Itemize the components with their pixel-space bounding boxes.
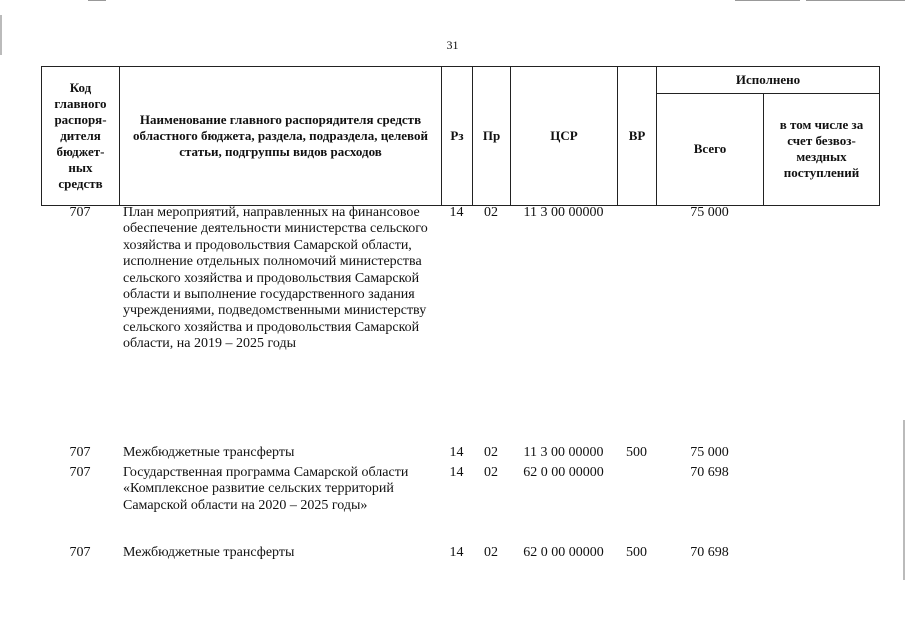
row-gratuitous [763, 545, 879, 565]
row-total: 70 698 [690, 545, 729, 560]
row-name: Государственная программа Самарской области «Комплексное развитие сельских территорий Самарской области на 2020 – 2025 годы» [123, 465, 409, 513]
header-pr: Пр [473, 67, 511, 206]
row-vr: 500 [626, 445, 647, 460]
table-body [41, 205, 879, 565]
header-code: Код главного распоря-дителя бюджет-ных средств [42, 67, 120, 206]
scan-mark-top-right-2 [806, 0, 905, 1]
row-pr: 02 [484, 465, 498, 480]
row-code: 707 [69, 465, 91, 480]
table-row [41, 545, 879, 565]
row-vr [617, 465, 656, 545]
row-rz: 14 [449, 445, 464, 460]
table-row [41, 445, 879, 465]
row-vr [617, 205, 656, 445]
row-csr: 11 3 00 00000 [523, 205, 604, 220]
row-total: 75 000 [690, 445, 729, 460]
row-rz: 14 [449, 465, 464, 480]
row-rz: 14 [449, 205, 464, 220]
row-pr: 02 [484, 545, 498, 560]
row-code: 707 [69, 545, 91, 560]
header-rz: Рз [442, 67, 473, 206]
row-name: Межбюджетные трансферты [123, 445, 295, 460]
table-header [41, 66, 880, 206]
row-total: 75 000 [690, 205, 729, 220]
row-csr: 62 0 00 00000 [523, 465, 604, 480]
row-code: 707 [69, 445, 91, 460]
row-vr: 500 [626, 545, 647, 560]
header-gratuitous: в том числе за счет безвоз-мездных поступлений [764, 93, 880, 205]
header-total: Всего [657, 93, 764, 205]
row-gratuitous [763, 205, 879, 445]
row-total: 70 698 [690, 465, 729, 480]
header-executed: Исполнено [657, 67, 880, 94]
header-name: Наименование главного распорядителя средств областного бюджета, раздела, подраздела, целевой статьи, подгруппы видов расходов [120, 67, 442, 206]
row-gratuitous [763, 465, 879, 545]
page-number: 31 [446, 38, 459, 52]
row-code: 707 [69, 205, 91, 220]
header-vr: ВР [618, 67, 657, 206]
row-name: Межбюджетные трансферты [123, 545, 295, 560]
table-row [41, 465, 879, 545]
row-gratuitous [763, 445, 879, 465]
row-csr: 11 3 00 00000 [523, 445, 604, 460]
row-rz: 14 [449, 545, 464, 560]
row-pr: 02 [484, 205, 498, 220]
header-csr: ЦСР [511, 67, 618, 206]
scan-mark-top-right-1 [735, 0, 800, 1]
row-pr: 02 [484, 445, 498, 460]
table-row [41, 205, 879, 445]
scan-mark-top-left [88, 0, 106, 1]
row-csr: 62 0 00 00000 [523, 545, 604, 560]
row-name: План мероприятий, направленных на финансовое обеспечение деятельности министерства сельского хозяйства и продовольствия Самарской области, исполнение отдельных полномочий министерства сельского хозяйства и продовольствия Самарской области и выполнение государственного задания учреждениями, подведомственными министерству сельского хозяйства и продовольствия Самарской области, на 2019 – 2025 годы [123, 205, 428, 352]
